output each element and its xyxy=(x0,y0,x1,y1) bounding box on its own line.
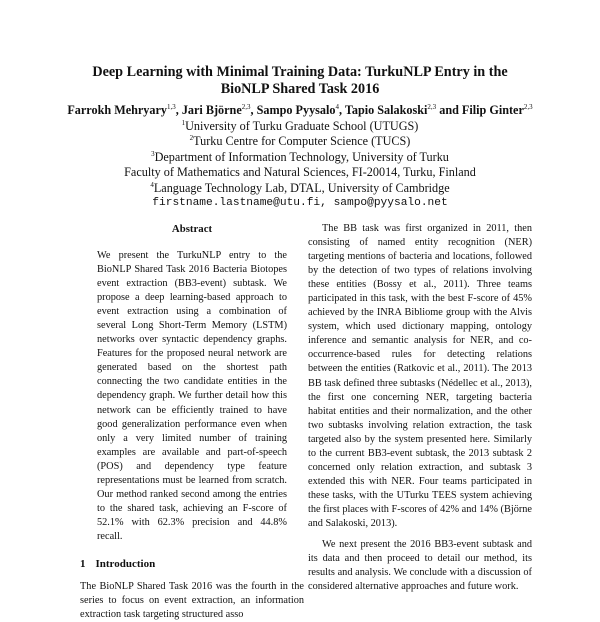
affiliation-superscript: 2 xyxy=(189,134,194,142)
affiliation-text: Turku Centre for Computer Science (TUCS) xyxy=(193,134,411,148)
affiliation-superscript: 4 xyxy=(150,180,154,189)
author-separator: , xyxy=(175,103,182,117)
author-name: Filip Ginter xyxy=(461,103,524,117)
affiliation xyxy=(60,150,540,166)
abstract-heading: Abstract xyxy=(171,223,213,235)
affiliation xyxy=(60,165,540,181)
affiliation xyxy=(60,134,540,150)
author-separator: , xyxy=(339,103,345,117)
author-separator: , xyxy=(250,103,257,117)
right-column xyxy=(308,222,532,594)
author-superscript: 1,3 xyxy=(166,103,176,111)
section-number: 1 xyxy=(80,557,86,570)
author-superscript: 2,3 xyxy=(523,103,533,111)
paper-title: Deep Learning with Minimal Training Data: TurkuNLP Entry in the BioNLP Shared Task 2016 xyxy=(92,64,508,97)
author-name: Tapio Salakoski xyxy=(344,103,428,117)
section-heading-introduction xyxy=(80,557,304,571)
introduction-paragraph: The BioNLP Shared Task 2016 was the fourth in the series to focus on event extraction, an information extraction task targeting structured asso xyxy=(80,580,304,621)
body-paragraph: The BB task was first organized in 2011, then consisting of named entity recognition (NER) targeting mentions of bacteria and locations, followed by the detection of two types of relations involving these entities (Bossy et al., 2011). Three teams participated in this task, with the best F-score of 45% achieved by the INRA Bibliome group with the Alvis system, which used dictionary mapping, ontology inference and semantic analysis for NER, and co-occurrence-based rules for detecting relations between the entities (Ratkovic et al., 2011). The 2013 BB task defined three subtasks (Nédellec et al., 2013), the first one concerning NER, targeting bacteria habitat entities and their normalization, and the other two subtasks involving relation extraction, the task targeted also by the system presented here. Similarly to the current BB3-event subtask, the 2013 subtask 2 concerned only relation extraction, and subtask 3 extended this with NER. Four teams participated in these tasks, with the UTurku TEES system achieving the first places with F-scores of 42% and 14% (Björne and Salakoski, 2013). xyxy=(308,223,532,529)
author-name: Farrokh Mehryary xyxy=(67,103,167,117)
author-name: Jari Björne xyxy=(181,103,242,117)
affiliation-superscript: 1 xyxy=(181,118,186,127)
author-superscript: 4 xyxy=(335,103,339,111)
body-paragraph: We next present the 2016 BB3-event subtask and its data and then proceed to detail our method, its results and analysis. We conclude with a discussion of considered alternative approaches and future work. xyxy=(308,539,532,593)
affiliation xyxy=(60,119,540,135)
affiliation-text: Department of Information Technology, University of Turku xyxy=(154,149,449,164)
section-title: Introduction xyxy=(95,557,156,570)
abstract-text: We present the TurkuNLP entry to the BioNLP Shared Task 2016 Bacteria Biotopes event extraction (BB3-event) subtask. We propose a deep learning-based approach to event extraction using a combination of several Long Short-Term Memory (LSTM) networks over syntactic dependency graphs. Features for the proposed neural network are generated based on the shortest path connecting the two candidate entities in the dependency graph. We further detail how this network can be efficiently trained to have good generalization performance even when only a very limited number of training examples are available and part-of-speech (POS) and dependency type feature representations must be learned from scratch. Our method ranked second among the entries to the shared task, achieving an F-score of 52.1% with 62.3% precision and 44.8% recall. xyxy=(97,250,287,542)
affiliation xyxy=(60,181,540,197)
author-superscript: 2,3 xyxy=(241,103,251,111)
author-block xyxy=(60,103,540,212)
affiliation-superscript: 3 xyxy=(151,149,155,158)
left-column xyxy=(80,222,304,622)
author-list xyxy=(60,103,540,119)
author-name: Sampo Pyysalo xyxy=(256,103,336,117)
author-superscript: 2,3 xyxy=(427,103,437,111)
author-emails: firstname.lastname@utu.fi, sampo@pyysalo.net xyxy=(152,197,448,209)
affiliation-text: Faculty of Mathematics and Natural Sciences, FI-20014, Turku, Finland xyxy=(124,165,476,179)
author-separator: and xyxy=(436,103,462,117)
affiliation-text: University of Turku Graduate School (UTUGS) xyxy=(185,118,419,133)
affiliation-text: Language Technology Lab, DTAL, University of Cambridge xyxy=(153,180,450,195)
